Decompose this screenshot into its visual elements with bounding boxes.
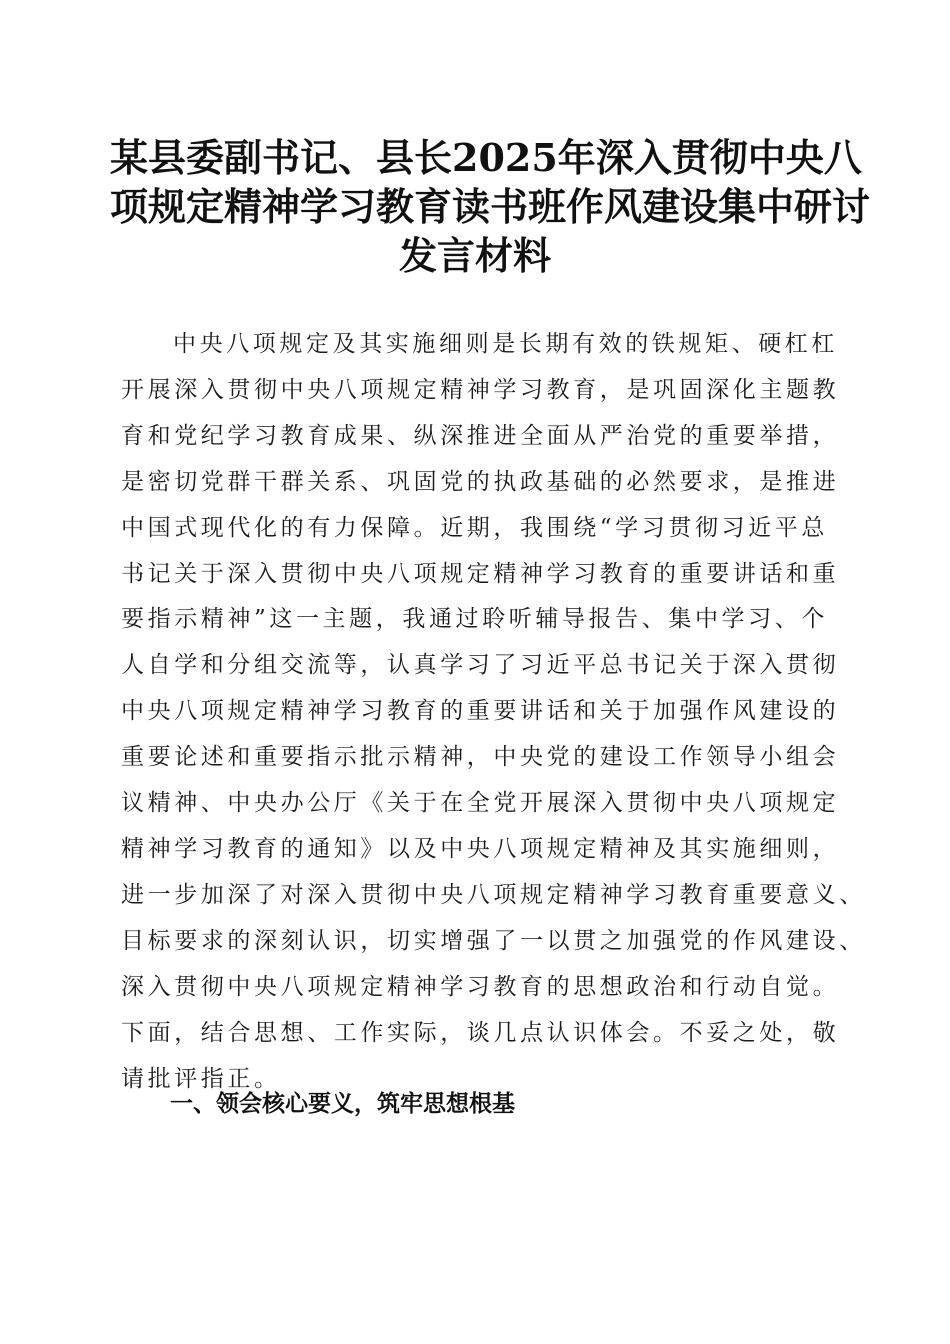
paragraph-line: 请批评指正。 (121, 1065, 281, 1092)
paragraph-line: 深入贯彻中央八项规定精神学习教育的思想政治和行动自觉。 (121, 973, 840, 1000)
paragraph-line: 进一步加深了对深入贯彻中央八项规定精神学习教育重要意义、 (121, 881, 866, 908)
paragraph-line: 中国式现代化的有力保障。近期，我围绕“学习贯彻习近平总 (121, 514, 828, 541)
paragraph-line: 精神学习教育的通知》以及中央八项规定精神及其实施细则， (121, 835, 840, 862)
paragraph-line: 议精神、中央办公厅《关于在全党开展深入贯彻中央八项规定 (121, 790, 840, 817)
paragraph-line: 要指示精神”这一主题，我通过聆听辅导报告、集中学习、个 (121, 606, 828, 633)
title-line: 发言材料 (398, 233, 551, 278)
title-line: 项规定精神学习教育读书班作风建设集中研讨 (110, 184, 871, 229)
paragraph-line: 育和党纪学习教育成果、纵深推进全面从严治党的重要举措， (121, 422, 840, 449)
paragraph-line: 重要论述和重要指示批示精神，中央党的建设工作领导小组会 (121, 744, 840, 771)
paragraph-line: 是密切党群干群关系、巩固党的执政基础的必然要求，是推进 (121, 468, 840, 495)
paragraph-line: 中央八项规定及其实施细则是长期有效的铁规矩、硬杠杠 (173, 331, 838, 357)
paragraph-line: 开展深入贯彻中央八项规定精神学习教育，是巩固深化主题教 (121, 376, 840, 403)
document-title (110, 133, 871, 280)
section-heading: 一、领会核心要义，筑牢思想根基 (170, 1091, 515, 1117)
paragraph-line: 书记关于深入贯彻中央八项规定精神学习教育的重要讲话和重 (121, 560, 840, 587)
title-line: 某县委副书记、县长2025年深入贯彻中央八 (110, 135, 862, 180)
paragraph-line: 中央八项规定精神学习教育的重要讲话和关于加强作风建设的 (121, 698, 840, 725)
paragraph-line: 人自学和分组交流等，认真学习了习近平总书记关于深入贯彻 (121, 652, 840, 679)
paragraph-line: 下面，结合思想、工作实际，谈几点认识体会。不妥之处，敬 (121, 1019, 840, 1046)
intro-paragraph (121, 322, 866, 1102)
paragraph-line: 目标要求的深刻认识，切实增强了一以贯之加强党的作风建设、 (121, 927, 866, 954)
